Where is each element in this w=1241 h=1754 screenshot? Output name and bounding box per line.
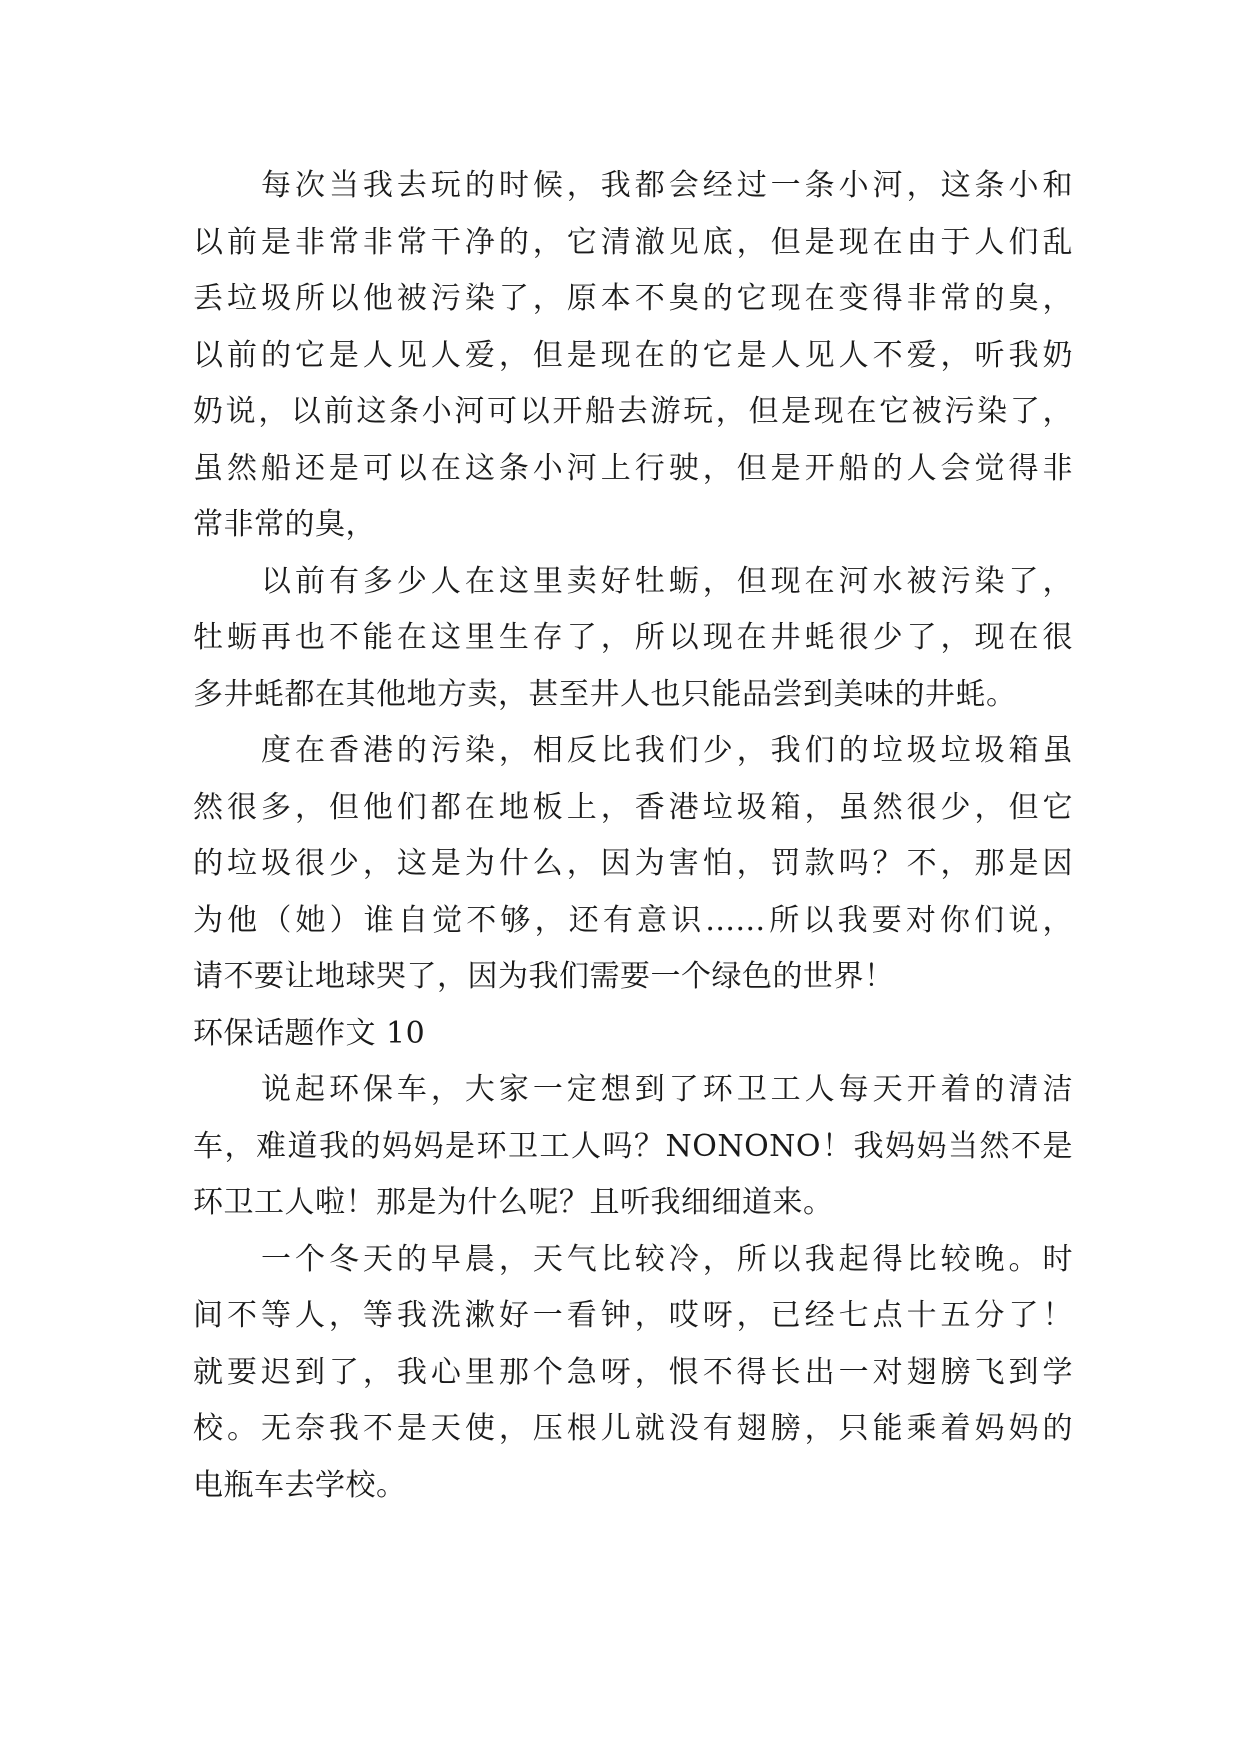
document-body bbox=[193, 158, 1073, 1514]
paragraph-line: 说起环保车，大家一定想到了环卫工人每天开着的清洁 bbox=[261, 1072, 1073, 1107]
paragraph-line: 一个冬天的早晨，天气比较冷，所以我起得比较晚。时 bbox=[261, 1241, 1073, 1277]
paragraph-line: 每次当我去玩的时候，我都会经过一条小河，这条小和 bbox=[261, 168, 1073, 203]
paragraph bbox=[193, 1062, 1073, 1232]
paragraph-line: 校。无奈我不是天使，压根儿就没有翅膀，只能乘着妈妈的 bbox=[193, 1411, 1073, 1446]
paragraph-line: 的垃圾很少，这是为什么，因为害怕，罚款吗？不，那是因 bbox=[193, 846, 1073, 881]
paragraph-line: 然很多，但他们都在地板上，香港垃圾箱，虽然很少，但它 bbox=[193, 789, 1073, 825]
paragraph-line: 常非常的臭， bbox=[193, 507, 376, 542]
paragraph-line: 就要迟到了，我心里那个急呀，恨不得长出一对翅膀飞到学 bbox=[193, 1354, 1073, 1390]
paragraph-line: 以前的它是人见人爱，但是现在的它是人见人不爱，听我奶 bbox=[193, 337, 1073, 373]
paragraph-line: 牡蛎再也不能在这里生存了，所以现在井蚝很少了，现在很 bbox=[193, 620, 1073, 655]
paragraph bbox=[193, 554, 1073, 724]
paragraph-line: 丢垃圾所以他被污染了，原本不臭的它现在变得非常的臭， bbox=[193, 281, 1073, 316]
paragraph-line: 环卫工人啦！那是为什么呢？且听我细细道来。 bbox=[193, 1185, 834, 1220]
paragraph bbox=[193, 1232, 1073, 1515]
paragraph bbox=[193, 723, 1073, 1006]
paragraph-line: 电瓶车去学校。 bbox=[193, 1467, 407, 1503]
paragraph-line: 以前有多少人在这里卖好牡蛎，但现在河水被污染了， bbox=[261, 563, 1073, 599]
paragraph bbox=[193, 158, 1073, 554]
paragraph-line: 度在香港的污染，相反比我们少，我们的垃圾垃圾箱虽 bbox=[261, 733, 1073, 768]
paragraph-line: 以前是非常非常干净的，它清澈见底，但是现在由于人们乱 bbox=[193, 224, 1073, 260]
paragraph-line: 车，难道我的妈妈是环卫工人吗？NONONO！我妈妈当然不是 bbox=[193, 1128, 1073, 1164]
paragraph-line: 虽然船还是可以在这条小河上行驶，但是开船的人会觉得非 bbox=[193, 450, 1073, 486]
section-heading: 环保话题作文 10 bbox=[193, 1015, 426, 1051]
paragraph-line: 为他（她）谁自觉不够，还有意识......所以我要对你们说， bbox=[193, 902, 1073, 938]
paragraph-line: 奶说，以前这条小河可以开船去游玩，但是现在它被污染了， bbox=[193, 394, 1073, 429]
paragraph-line: 多井蚝都在其他地方卖，甚至井人也只能品尝到美味的井蚝。 bbox=[193, 676, 1017, 712]
paragraph-line: 间不等人，等我洗漱好一看钟，哎呀，已经七点十五分了！ bbox=[193, 1298, 1073, 1333]
paragraph-line: 请不要让地球哭了，因为我们需要一个绿色的世界！ bbox=[193, 959, 895, 994]
